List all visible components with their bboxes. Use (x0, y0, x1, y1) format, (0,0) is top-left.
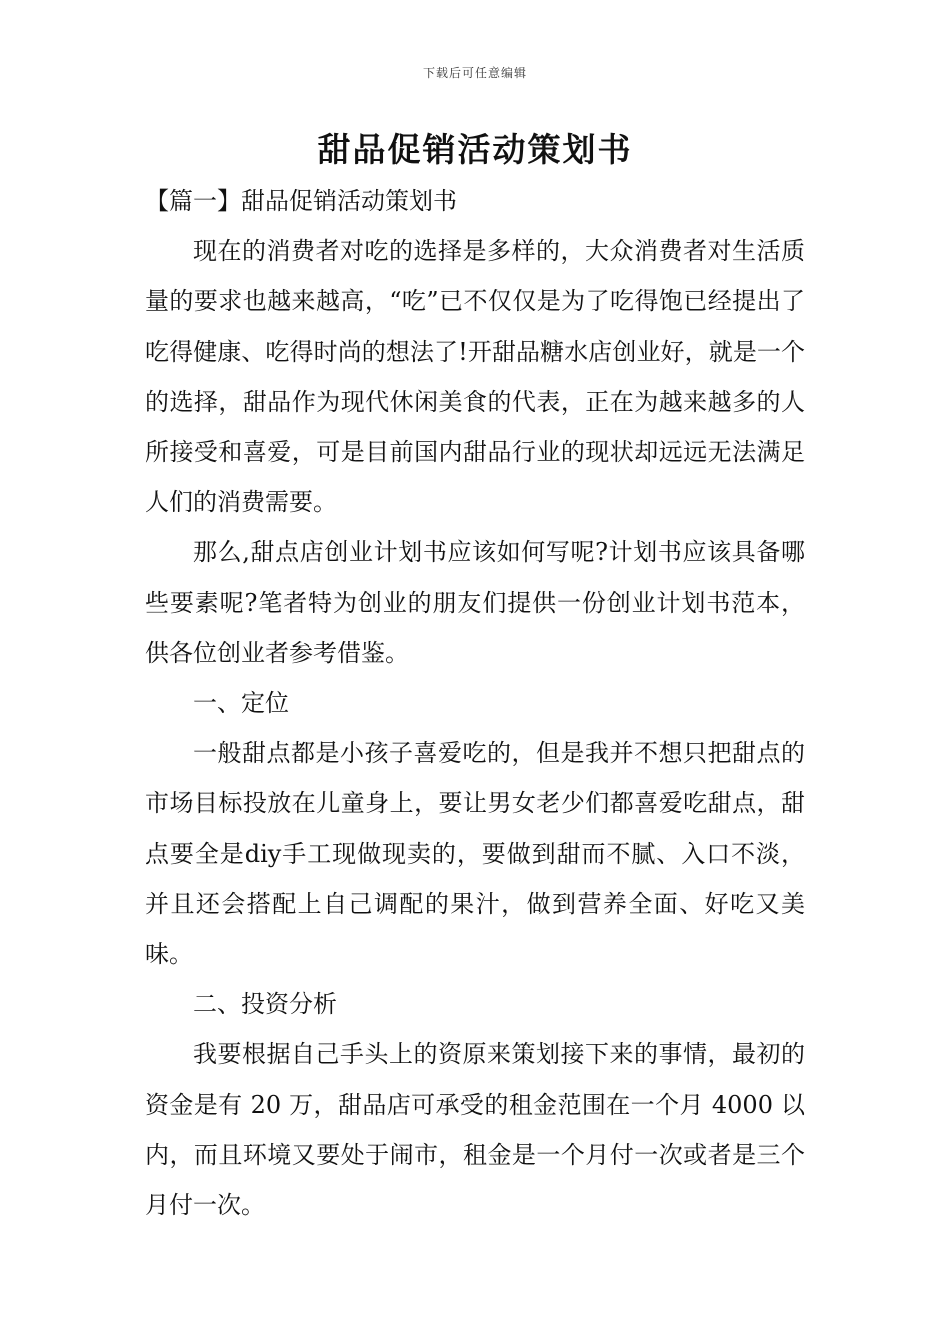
heading-positioning: 一、定位 (193, 689, 289, 718)
heading-investment: 二、投资分析 (193, 990, 337, 1019)
paragraph-positioning: 一般甜点都是小孩子喜爱吃的，但是我并不想只把甜点的市场目标投放在儿童身上，要让男女老少们都喜爱吃甜点，甜点要全是diy手工现做现卖的，要做到甜而不腻、入口不淡，并且还会搭配上自己调配的果汁，做到营养全面、好吃又美味。 (145, 739, 805, 969)
header-note: 下载后可任意编辑 (422, 66, 527, 80)
section-label: 【篇一】甜品促销活动策划书 (145, 187, 457, 215)
paragraph-investment: 我要根据自己手头上的资原来策划接下来的事情，最初的资金是有 20 万，甜品店可承受的租金范围在一个月 4000 以内，而且环境又要处于闹市，租金是一个月付一次或者是三个月付一次。 (145, 1040, 805, 1220)
paragraph-plan-question: 那么,甜点店创业计划书应该如何写呢?计划书应该具备哪些要素呢?笔者特为创业的朋友们提供一份创业计划书范本，供各位创业者参考借鉴。 (145, 538, 805, 667)
paragraph-intro: 现在的消费者对吃的选择是多样的，大众消费者对生活质量的要求也越来越高，“吃”已不仅仅是为了吃得饱已经提出了吃得健康、吃得时尚的想法了!开甜品糖水店创业好，就是一个的选择，甜品作为现代休闲美食的代表，正在为越来越多的人所接受和喜爱，可是目前国内甜品行业的现状却远远无法满足人们的消费需要。 (145, 237, 805, 517)
document-title: 甜品促销活动策划书 (317, 130, 633, 169)
document-body (145, 176, 805, 1230)
